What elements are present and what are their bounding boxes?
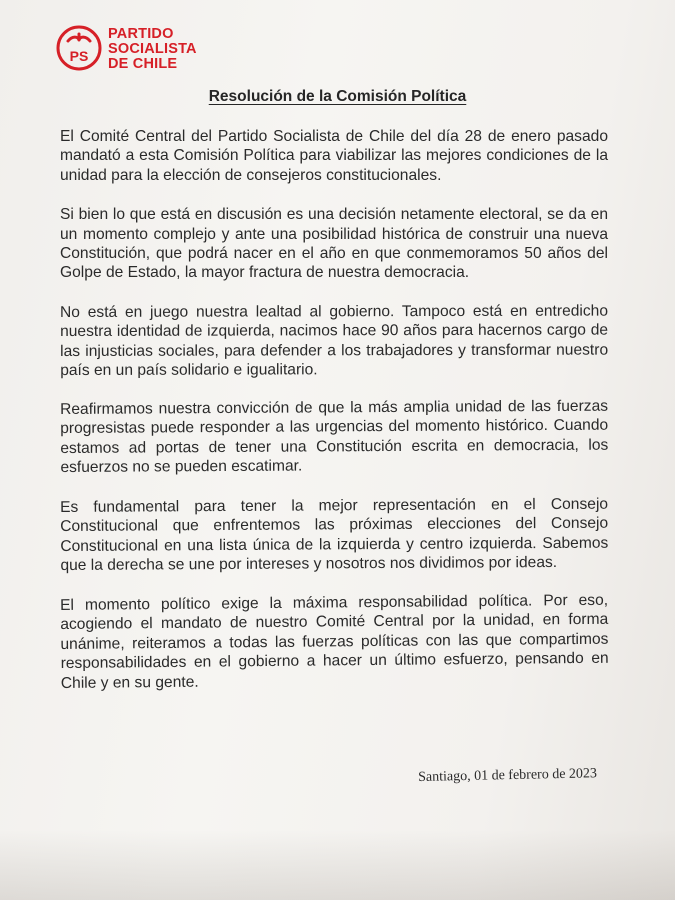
paragraph-2: Si bien lo que está en discusión es una decisión netamente electoral, se da en un momento complejo y ante una posibilidad histórica de construir una nueva Constitución, que podrá nacer en el año en que conmemoramos 50 años del Golpe de Estado, la mayor fractura de nuestra democracia. [60,206,608,282]
emblem-letters: PS [69,48,89,64]
paragraph-6: El momento político exige la máxima responsabilidad política. Por eso, acogiendo el mandato de nuestro Comité Central por la unidad, en forma unánime, reiteramos a todas las fuerzas políticas con las que compartimos responsabilidades en el gobierno a hacer un último esfuerzo, pensando en Chile y en su gente. [60,591,609,692]
document-title: Resolución de la Comisión Política [208,88,467,105]
wordmark-line-2: SOCIALISTA [108,41,197,57]
party-wordmark [108,27,218,72]
wordmark-line-3: DE CHILE [108,56,178,72]
party-logo [55,24,215,76]
party-emblem-icon [55,24,103,72]
paragraph-5: Es fundamental para tener la mejor representación en el Consejo Constitucional que enfrentemos las próximas elecciones del Consejo Constitucional en una lista única de la izquierda y centro izquierda. Sabemos que la derecha se une por intereses y nosotros nos dividimos por ideas. [60,495,609,575]
place-date-signature: Santiago, 01 de febrero de 2023 [418,766,598,785]
paragraph-3: No está en juego nuestra lealtad al gobierno. Tampoco está en entredicho nuestra identidad de izquierda, nacimos hace 90 años para hacernos cargo de las injusticias sociales, para defender a los trabajadores y transformar nuestro país en un país solidario e igualitario. [60,302,609,380]
document-body [60,127,608,713]
paragraph-4: Reafirmamos nuestra convicción de que la más amplia unidad de las fuerzas progresistas puede responder a las urgencias del momento histórico. Cuando estamos ad portas de tener una Constitución escrita en democracia, los esfuerzos no se pueden escatimar. [60,398,609,477]
wordmark-line-1: PARTIDO [108,26,174,42]
paragraph-1: El Comité Central del Partido Socialista de Chile del día 28 de enero pasado mandató a esta Comisión Política para viabilizar las mejores condiciones de la unidad para la elección de consejeros constitucionales. [60,128,608,184]
